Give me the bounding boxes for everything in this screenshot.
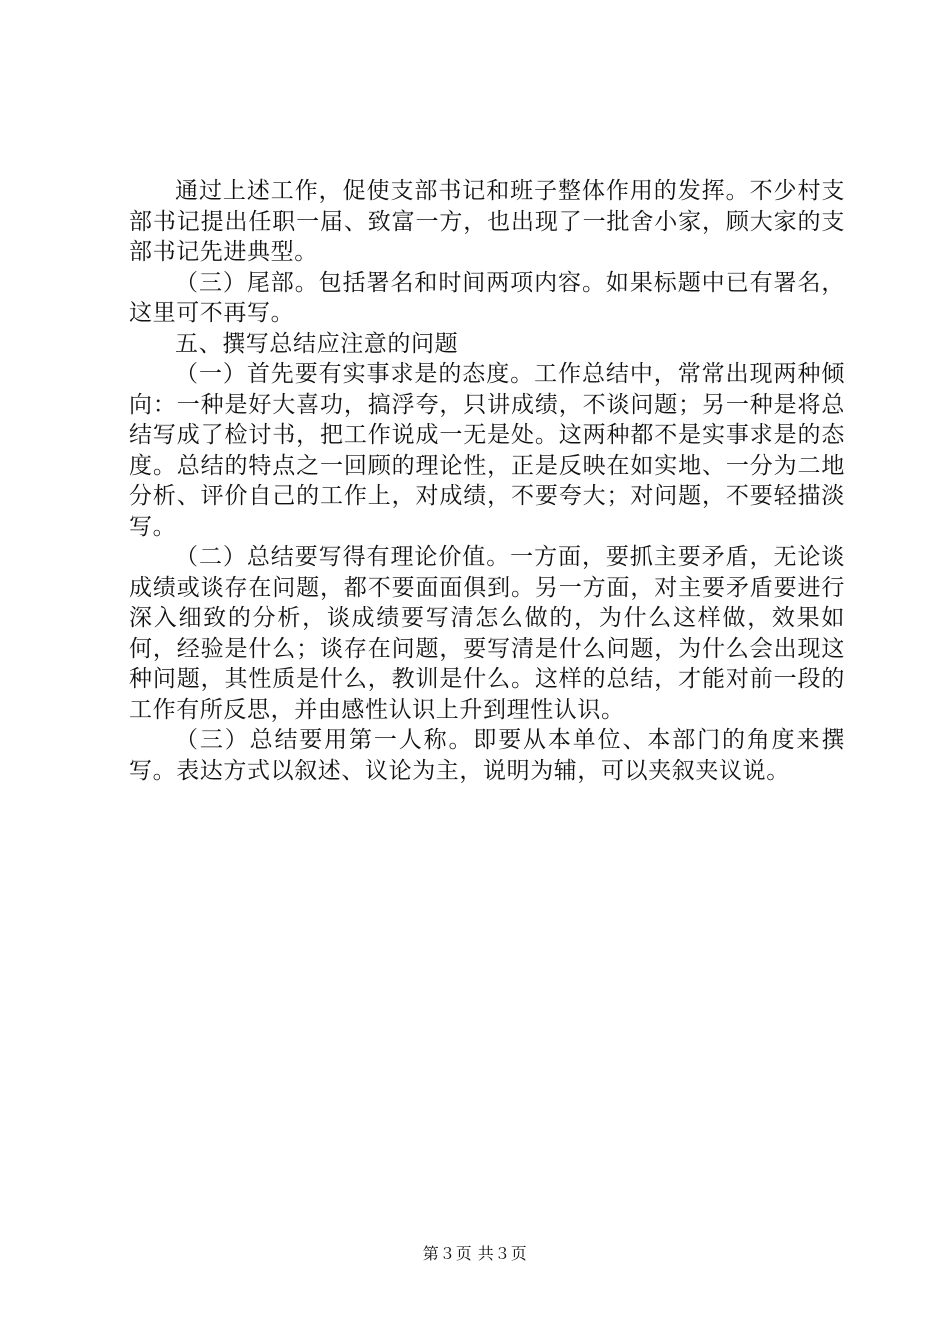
section-heading-notes: 五、撰写总结应注意的问题 (175, 330, 459, 357)
paragraph-ending-section: （三）尾部。包括署名和时间两项内容。如果标题中已有署名，这里可不再写。 (129, 269, 845, 326)
paragraph-point-two: （二）总结要写得有理论价值。一方面，要抓主要矛盾，无论谈成绩或谈存在问题，都不要面面俱到。另一方面，对主要矛盾要进行深入细致的分析，谈成绩要写清怎么做的，为什么这样做，效果如何，经验是什么；谈存在问题，要写清是什么问题，为什么会出现这种问题，其性质是什么，教训是什么。这样的总结，才能对前一段的工作有所反思，并由感性认识上升到理性认识。 (129, 544, 845, 723)
page-number-footer: 第３页 共３页 (422, 1244, 528, 1263)
document-body (129, 176, 845, 786)
paragraph-summary-effect: 通过上述工作，促使支部书记和班子整体作用的发挥。不少村支部书记提出任职一届、致富一方，也出现了一批舍小家，顾大家的支部书记先进典型。 (129, 178, 845, 265)
paragraph-point-three: （三）总结要用第一人称。即要从本单位、本部门的角度来撰写。表达方式以叙述、议论为主，说明为辅，可以夹叙夹议说。 (129, 727, 845, 784)
paragraph-point-one: （一）首先要有实事求是的态度。工作总结中，常常出现两种倾向：一种是好大喜功，搞浮夸，只讲成绩，不谈问题；另一种是将总结写成了检讨书，把工作说成一无是处。这两种都不是实事求是的态度。总结的特点之一回顾的理论性，正是反映在如实地、一分为二地分析、评价自己的工作上，对成绩，不要夸大；对问题，不要轻描淡写。 (129, 361, 845, 540)
